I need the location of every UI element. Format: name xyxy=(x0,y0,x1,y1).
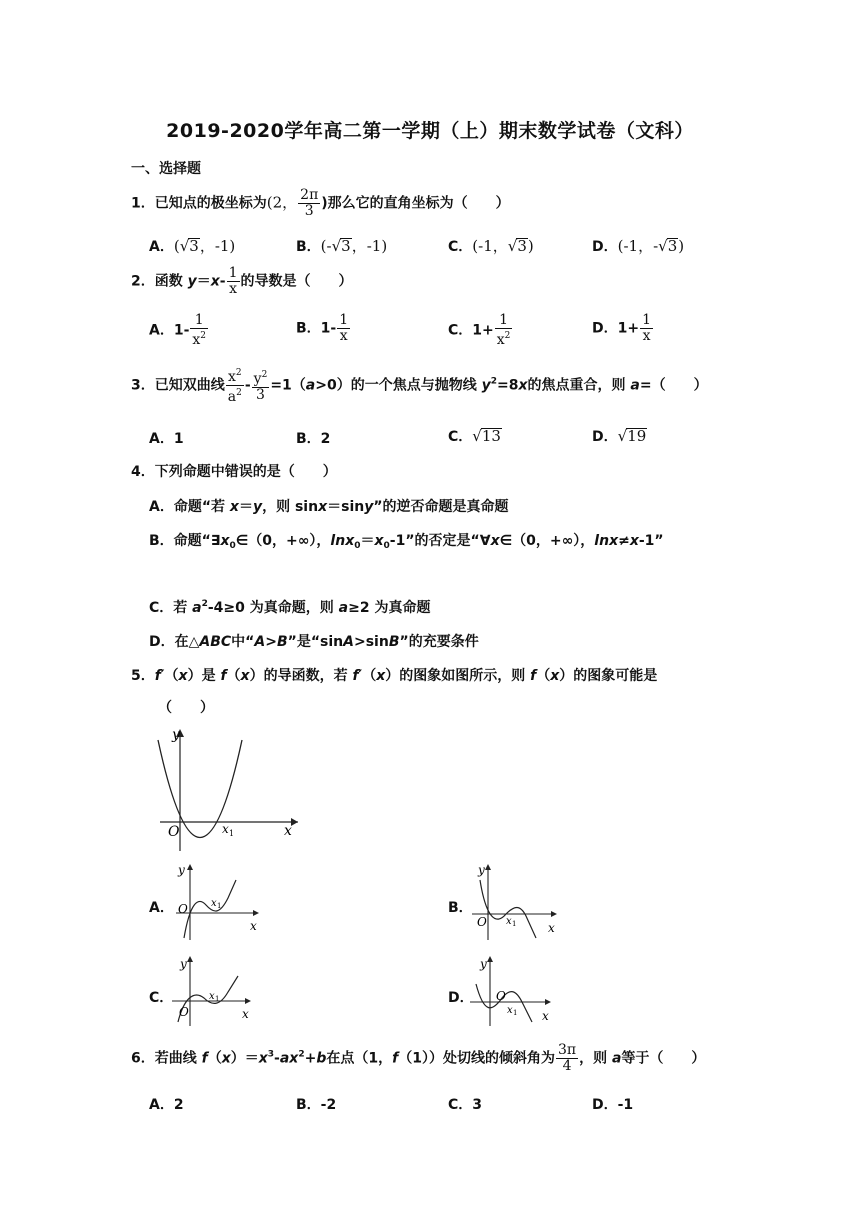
q1-b-sqrt-value: 3 xyxy=(341,237,351,255)
q2-option-b[interactable] xyxy=(296,313,351,344)
q1-option-c[interactable] xyxy=(448,235,534,256)
q4-c-text1: C．若 xyxy=(149,600,193,616)
q5-main-axis-x: x xyxy=(284,823,292,839)
q5-t5: ）的导函数，若 xyxy=(249,668,353,684)
q3-var-a2: a xyxy=(630,377,640,394)
q3-fraction-y xyxy=(252,368,270,403)
q2-option-b-label: B．1- xyxy=(296,320,337,337)
q6-a: a xyxy=(611,1050,622,1067)
q5-option-a-graph[interactable] xyxy=(170,858,265,943)
qc-axis-x: x xyxy=(242,1007,249,1021)
q5-option-a-label[interactable]: A． xyxy=(149,900,174,916)
q6-suffix: 等于（ ） xyxy=(621,1050,706,1067)
q1-b-pre: (- xyxy=(320,237,332,255)
q6-t1: 6．若曲线 xyxy=(131,1050,202,1067)
q6-exp3: 3 xyxy=(267,1049,275,1060)
q6-option-d[interactable]: D．-1 xyxy=(592,1097,634,1113)
q4-d-A: A xyxy=(254,634,266,650)
q5-main-axis-y: y xyxy=(172,727,180,743)
q2-frac-num: 1 xyxy=(228,265,238,281)
q2-c-num: 1 xyxy=(495,313,513,329)
q2-fraction xyxy=(227,266,240,297)
q1-d-post: ) xyxy=(678,237,685,255)
q2-prefix: 2．函数 xyxy=(131,273,188,290)
q1-d-sqrt-value: 3 xyxy=(667,237,678,255)
q2-equals: ＝ xyxy=(196,273,211,290)
q4-b-sub0c: 0 xyxy=(383,541,390,551)
question-1-stem xyxy=(131,188,510,219)
q3-var-y: y xyxy=(481,377,491,394)
qb-axis-x: x xyxy=(548,921,555,935)
q2-d-num: 1 xyxy=(642,312,652,328)
q2-b-num: 1 xyxy=(339,312,349,328)
q2-option-d[interactable] xyxy=(592,313,654,344)
q1-c-sqrt-sign: √ xyxy=(507,237,518,255)
q6-t3: ）＝ xyxy=(230,1050,259,1067)
qa-axis-x: x xyxy=(250,919,257,933)
q6-frac-num: 3π xyxy=(557,1042,577,1058)
qb-axis-y: y xyxy=(478,863,485,877)
q2-a-den-x: x xyxy=(192,332,201,348)
q5-t3: ）是 xyxy=(187,668,221,684)
q3-suffix: =（ ） xyxy=(639,377,708,394)
q4-c-text2: -4≥0 为真命题，则 xyxy=(207,600,339,616)
section-heading: 一、选择题 xyxy=(131,161,201,177)
q2-option-a[interactable] xyxy=(149,313,209,348)
q5-t8: （ xyxy=(536,668,551,684)
q5-f3: f xyxy=(352,668,359,684)
q3-option-d[interactable] xyxy=(592,426,647,446)
q3-fx-num-exp: 2 xyxy=(235,368,242,378)
q6-t6: 在点（1， xyxy=(326,1050,393,1067)
q2-option-c-label: C．1+ xyxy=(448,322,494,339)
q3-d-sqrt-value: 19 xyxy=(627,427,647,445)
q2-option-d-label: D．1+ xyxy=(592,320,640,337)
q4-option-c[interactable] xyxy=(149,597,430,617)
question-5-stem xyxy=(131,665,657,685)
q2-minus: - xyxy=(219,273,226,290)
q3-fy-num-y: y xyxy=(253,371,262,387)
q3-fraction-x xyxy=(226,366,244,405)
qc-x1-sub: 1 xyxy=(215,995,220,1003)
q1-a-sqrt-sign: √ xyxy=(179,237,190,255)
qd-origin: O xyxy=(496,989,506,1003)
q3-fy-den: 3 xyxy=(256,387,265,403)
q6-t7: （1））处切线的倾斜角为 xyxy=(398,1050,555,1067)
q2-c-den-exp: 2 xyxy=(504,331,511,341)
q3-var-x: x xyxy=(518,377,528,394)
q6-f2: f xyxy=(392,1050,399,1067)
q4-d-A2: A xyxy=(343,634,354,650)
q3-d-sqrt-sign: √ xyxy=(617,427,628,445)
qb-origin: O xyxy=(477,915,487,929)
q3-c-sqrt-sign: √ xyxy=(472,427,482,445)
q4-c-exp: 2 xyxy=(201,599,208,609)
qd-x1-sub: 1 xyxy=(513,1009,518,1017)
q6-t5: + xyxy=(304,1050,317,1067)
q4-a-text3: ，则 sin xyxy=(262,499,319,515)
q5-option-b-label[interactable]: B． xyxy=(448,900,473,916)
qa-axis-y: y xyxy=(178,863,185,877)
q1-option-d-label: D． xyxy=(592,239,618,255)
q2-frac-den: x xyxy=(229,281,238,297)
qd-axis-y: y xyxy=(480,957,487,971)
q2-var-y: y xyxy=(187,273,197,290)
question-3-stem xyxy=(131,366,708,405)
q5-main-x1-sub: 1 xyxy=(229,829,235,838)
q1-option-b-label: B． xyxy=(296,239,321,255)
q4-d-text1: D．在△ xyxy=(149,634,200,650)
q4-c-var-a2: a xyxy=(338,600,349,616)
q6-option-c[interactable]: C．3 xyxy=(448,1097,483,1113)
q4-b-sub0b: 0 xyxy=(354,541,361,551)
q4-b-ln2: ln xyxy=(594,533,610,549)
question-6-stem xyxy=(131,1043,705,1074)
q1-suffix: )那么它的直角坐标为（ ） xyxy=(321,195,510,212)
q3-prefix: 3．已知双曲线 xyxy=(131,377,225,394)
q3-mid2: >0）的一个焦点与抛物线 xyxy=(315,377,482,394)
q1-option-c-label: C． xyxy=(448,239,473,255)
q1-d-pre: (-1，- xyxy=(617,237,659,255)
q4-d-text6: ”的充要条件 xyxy=(399,634,479,650)
q2-d-den: x xyxy=(642,328,651,344)
qc-axis-y: y xyxy=(180,957,187,971)
q1-b-sqrt-sign: √ xyxy=(331,237,342,255)
q2-option-c[interactable] xyxy=(448,313,513,348)
q6-t4: - xyxy=(274,1050,280,1067)
q4-a-var-y2: y xyxy=(364,499,374,515)
q5-t9: ）的图象可能是 xyxy=(559,668,658,684)
q4-option-d[interactable] xyxy=(149,631,479,651)
q4-b-text7: -1” xyxy=(638,533,664,549)
q4-b-text5: ∈（0，+∞）， xyxy=(499,533,595,549)
q3-option-d-label: D． xyxy=(592,429,618,445)
q6-exp2: 2 xyxy=(298,1049,305,1060)
q4-b-ln: ln xyxy=(330,533,346,549)
q4-c-var-a: a xyxy=(192,600,202,616)
q4-b-text6: ≠ xyxy=(618,533,630,549)
q1-a-pre: ( xyxy=(173,237,180,255)
q5-x4: x xyxy=(550,668,560,684)
q5-main-origin: O xyxy=(168,824,180,840)
q3-y-exp: 2 xyxy=(490,376,498,387)
q3-mid1: =1（ xyxy=(270,377,306,394)
q4-b-text2: ∈（0，+∞）， xyxy=(235,533,331,549)
q5-t7: ）的图象如图所示，则 xyxy=(385,668,531,684)
q2-c-fraction xyxy=(495,313,513,348)
q3-option-c-label: C． xyxy=(448,429,473,445)
q4-b-var-x0c: x xyxy=(374,533,384,549)
q1-c-sqrt-value: 3 xyxy=(517,237,527,255)
q5-f1: f xyxy=(154,668,161,684)
q5-option-c-label[interactable]: C． xyxy=(149,990,174,1006)
q6-b: b xyxy=(316,1050,327,1067)
q4-d-text3: > xyxy=(265,634,277,650)
q3-mid4: 的焦点重合，则 xyxy=(527,377,631,394)
q5-option-d-label[interactable]: D． xyxy=(448,990,474,1006)
q4-b-var-x: x xyxy=(490,533,500,549)
q4-a-text2: ＝ xyxy=(238,499,253,515)
q3-mid3: =8 xyxy=(497,377,519,394)
q3-fx-num-x: x xyxy=(227,369,236,385)
q3-fy-num xyxy=(252,368,270,388)
q5-derivative-graph xyxy=(148,725,308,855)
q4-b-var-x3: x xyxy=(629,533,639,549)
q6-option-b[interactable]: B．-2 xyxy=(296,1097,337,1113)
q1-c-pre: (-1， xyxy=(472,237,508,255)
q5-x3: x xyxy=(376,668,386,684)
q3-fx-den-a: a xyxy=(227,389,237,405)
q1-option-a-label: A． xyxy=(149,239,174,255)
q2-b-fraction xyxy=(337,313,350,344)
q4-d-abc: ABC xyxy=(199,634,232,650)
qb-x1: x xyxy=(506,916,512,927)
q1-prefix: 1．已知点的极坐标为 xyxy=(131,195,267,212)
qa-x1: x xyxy=(211,898,217,909)
q4-b-var-x2: x xyxy=(609,533,619,549)
q1-a-sqrt-value: 3 xyxy=(189,237,199,255)
q4-d-B2: B xyxy=(388,634,400,650)
q6-x2: x xyxy=(258,1050,268,1067)
q2-b-den: x xyxy=(339,328,348,344)
q6-option-a[interactable]: A．2 xyxy=(149,1097,184,1113)
q2-suffix: 的导数是（ ） xyxy=(240,273,353,290)
q4-b-text4: -1”的否定是“∀ xyxy=(389,533,491,549)
q4-b-text1: B．命题“∃ xyxy=(149,533,221,549)
q6-t2: （ xyxy=(207,1050,222,1067)
q3-fx-den-exp: 2 xyxy=(236,388,242,398)
qa-origin: O xyxy=(178,902,188,916)
q5-option-d-graph[interactable] xyxy=(464,950,559,1030)
q2-a-num: 1 xyxy=(190,313,208,329)
q1-option-d[interactable] xyxy=(592,235,684,256)
q4-a-text4: ＝sin xyxy=(327,499,365,515)
page-title: 2019-2020学年高二第一学期（上）期末数学试卷（文科） xyxy=(166,120,694,142)
q4-b-var-x0: x xyxy=(220,533,230,549)
qd-axis-x: x xyxy=(542,1009,549,1023)
q1-frac-num: 2π xyxy=(300,187,319,203)
q4-c-text3: ≥2 为真命题 xyxy=(348,600,431,616)
qc-origin: O xyxy=(179,1005,189,1019)
qb-x1-sub: 1 xyxy=(512,920,517,928)
q5-f4: f xyxy=(530,668,537,684)
q3-option-b[interactable]: B．2 xyxy=(296,431,331,447)
q2-var-x: x xyxy=(210,273,220,290)
q6-x: x xyxy=(221,1050,231,1067)
q3-fy-num-exp: 2 xyxy=(261,370,268,380)
q2-a-den xyxy=(190,329,208,348)
q2-a-den-exp: 2 xyxy=(200,331,207,341)
q3-minus: - xyxy=(244,377,251,394)
q6-frac-den: 4 xyxy=(562,1058,572,1074)
q5-f2: f xyxy=(220,668,227,684)
q4-a-var-x2: x xyxy=(318,499,328,515)
q5-x1: x xyxy=(178,668,188,684)
q3-var-a: a xyxy=(305,377,316,394)
q5-x2: x xyxy=(240,668,250,684)
qc-x1: x xyxy=(209,991,215,1002)
q3-option-c[interactable] xyxy=(448,426,502,446)
question-2-stem xyxy=(131,266,353,297)
q5-option-c-graph[interactable] xyxy=(168,950,263,1030)
q5-answer-blank: （ ） xyxy=(158,700,214,716)
q4-d-B: B xyxy=(276,634,288,650)
q5-main-x1: x xyxy=(222,822,229,836)
q2-a-fraction xyxy=(190,313,208,348)
q2-c-den xyxy=(495,329,513,348)
q4-a-text1: A．命题“若 xyxy=(149,499,230,515)
q5-t2: ′（ xyxy=(160,668,179,684)
q4-b-text3: ＝ xyxy=(360,533,375,549)
q1-frac-den: 3 xyxy=(304,203,314,219)
q1-c-post: ) xyxy=(527,237,534,255)
q1-d-sqrt-sign: √ xyxy=(658,237,668,255)
q1-option-a[interactable] xyxy=(149,235,235,256)
q6-t8: ，则 xyxy=(579,1050,612,1067)
q1-coord-open: (2， xyxy=(266,193,298,212)
q5-t1: 5． xyxy=(131,668,155,684)
q4-option-a[interactable] xyxy=(149,496,509,516)
q2-option-a-label: A．1- xyxy=(149,322,190,339)
q6-f: f xyxy=(201,1050,208,1067)
q1-fraction xyxy=(298,188,320,219)
qa-x1-sub: 1 xyxy=(217,902,222,910)
qd-x1: x xyxy=(507,1005,513,1016)
q6-fraction xyxy=(556,1043,578,1074)
q5-t4: （ xyxy=(226,668,241,684)
q1-a-post: ，-1) xyxy=(199,237,236,255)
q1-option-b[interactable] xyxy=(296,235,387,256)
q4-option-b[interactable] xyxy=(149,530,664,551)
q5-t6: ′（ xyxy=(358,668,377,684)
q6-ax: ax xyxy=(279,1050,299,1067)
q3-option-a[interactable]: A．1 xyxy=(149,431,184,447)
q2-d-fraction xyxy=(640,313,653,344)
q4-a-var-x: x xyxy=(229,499,239,515)
q4-b-var-x0b: x xyxy=(345,533,355,549)
q4-d-text4: ”是“sin xyxy=(287,634,344,650)
q3-fx-num xyxy=(226,366,244,386)
q4-d-text2: 中“ xyxy=(231,634,255,650)
q3-fx-den xyxy=(226,386,244,405)
q4-d-text5: >sin xyxy=(353,634,389,650)
q5-option-b-graph[interactable] xyxy=(468,858,563,943)
q2-c-den-x: x xyxy=(496,332,505,348)
q1-b-post: ，-1) xyxy=(351,237,388,255)
q4-a-var-y: y xyxy=(252,499,263,515)
question-4-stem: 4．下列命题中错误的是（ ） xyxy=(131,464,337,480)
q4-b-sub0: 0 xyxy=(229,541,236,551)
q4-a-text5: ”的逆否命题是真命题 xyxy=(373,499,509,515)
q3-c-sqrt-value: 13 xyxy=(481,427,501,445)
